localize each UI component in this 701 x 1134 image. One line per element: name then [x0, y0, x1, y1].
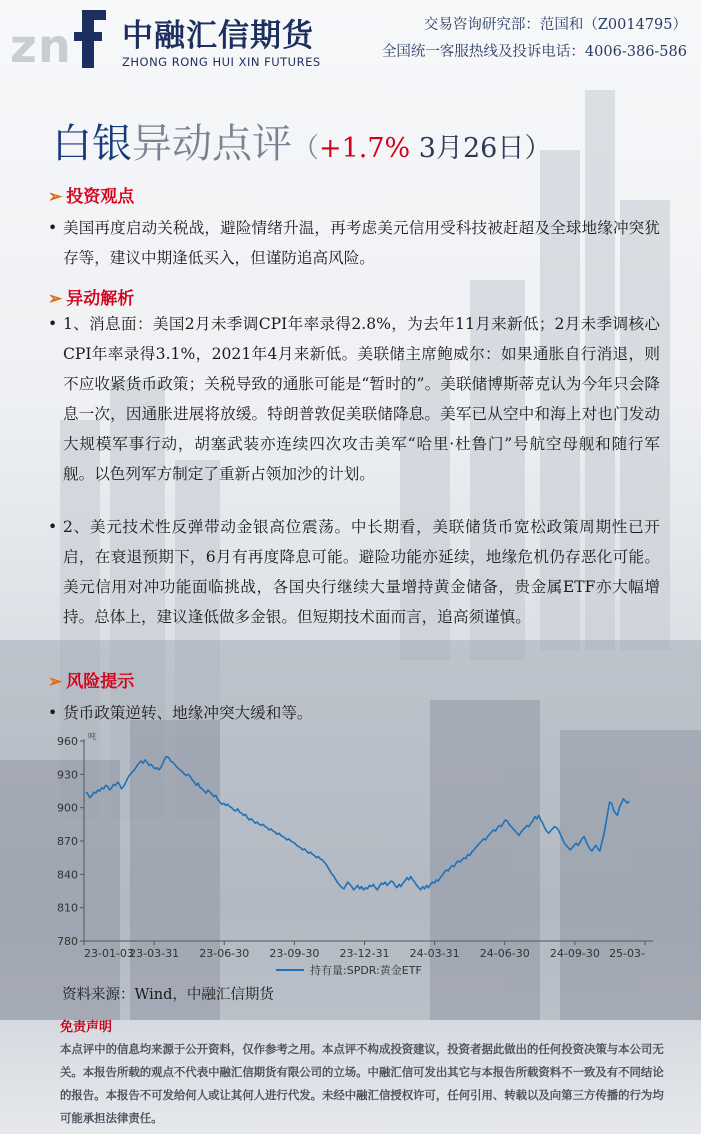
contact-analyst: 交易咨询研究部：范国和（Z0014795） [423, 17, 687, 33]
chart-y-tick-label: 960 [57, 735, 78, 748]
chart-y-tick-label: 870 [57, 835, 78, 848]
chart-y-tick-label: 840 [57, 868, 78, 882]
arrow-icon: ➢ [48, 187, 63, 207]
title-change: +1.7% [319, 133, 411, 164]
brand-name: 中融汇信期货 [122, 18, 314, 54]
chart-y-tick-label: 900 [57, 801, 78, 815]
chart-x-tick-label: 23-03-31 [129, 947, 180, 960]
paragraph-text: 美国再度启动关税战，避险情绪升温，再考虑美元信用受科技被赶超及全球地缘冲突犹存等，建议中期逢低买入，但谨防追高风险。 [63, 219, 660, 267]
chart-unit-label: 吨 [88, 732, 96, 741]
section-title: 异动解析 [66, 289, 135, 309]
bullet-icon: • [48, 219, 58, 237]
title-commodity: 白银 [52, 121, 132, 167]
bullet-icon: • [48, 518, 58, 536]
analysis-point-1 [48, 309, 660, 489]
title-label: 异动点评 [132, 121, 292, 167]
chart-x-tick-label: 23-06-30 [199, 947, 250, 960]
analysis-point-2 [48, 512, 660, 632]
section-title: 风险提示 [66, 672, 135, 692]
bullet-icon: • [48, 704, 58, 722]
title-paren: （ [292, 133, 319, 164]
section-title: 投资观点 [66, 187, 135, 207]
chart-y-tick-label: 810 [57, 901, 78, 915]
section-investment-view [48, 182, 134, 207]
section-risk [48, 667, 134, 692]
chart-legend-label: 持有量:SPDR:黄金ETF [310, 964, 422, 977]
disclaimer-text: 本点评中的信息均来源于公开资料，仅作参考之用。本点评不构成投资建议，投资者据此做出的任何投资决策与本公司无关。本报告所载的观点不代表中融汇信期货有限公司的立场。中融汇信可发出其它与本报告所载资料不一致及有不同结论的报告。本报告不可发给何人或让其何人进行代发。未经中融汇信授权许可，任何引用、转载以及向第三方传播的行为均可能承担法律责任。 [60, 1042, 664, 1125]
svg-text:n: n [38, 19, 71, 70]
data-source: 资料来源：Wind，中融汇信期货 [62, 987, 274, 1003]
chart-y-tick-label: 780 [57, 935, 78, 948]
risk-text [48, 698, 660, 728]
contact-hotline: 全国统一客服热线及投诉电话：4006-386-586 [381, 44, 687, 60]
page-title [52, 112, 551, 169]
title-date: 3月26日） [410, 133, 552, 164]
paragraph-text: 1、消息面：美国2月未季调CPI年率录得2.8%，为去年11月来新低；2月未季调核心CPI年率录得3.1%，2021年4月来新低。美联储主席鲍威尔：如果通胀自行消退，则不应收紧货币政策；关税导致的通胀可能是“暂时的”。美联储博斯蒂克认为今年只会降息一次，因通胀进展将放缓。特朗普敦促美联储降息。美军已从空中和海上对也门发动大规模军事行动，胡塞武装亦连续四次攻击美军“哈里·杜鲁门”号航空母舰和随行军舰。以色列军方制定了重新占领加沙的计划。 [63, 315, 660, 483]
chart-series-line [86, 757, 629, 890]
disclaimer-title: 免责声明 [60, 1020, 113, 1035]
paragraph-text: 2、美元技术性反弹带动金银高位震荡。中长期看，美联储货币宽松政策周期性已开启，在衰退预期下，6月有再度降息可能。避险功能亦延续，地缘危机仍存恶化可能。美元信用对冲功能面临挑战，各国央行继续大量增持黄金储备，贵金属ETF亦大幅增持。总体上，建议逢低做多金银。但短期技术面而言，追高须谨慎。 [63, 518, 660, 626]
chart-x-tick-label: 23-01-03 [84, 947, 134, 960]
chart-y-tick-label: 930 [57, 768, 78, 782]
brand-name-en: ZHONG RONG HUI XIN FUTURES [122, 55, 321, 69]
chart-x-tick-label: 23-12-31 [339, 947, 390, 960]
gold-etf-holdings-chart [28, 727, 668, 982]
paragraph-text: 货币政策逆转、地缘冲突大缓和等。 [63, 704, 313, 722]
section-analysis [48, 284, 134, 309]
chart-x-tick-label: 23-09-30 [269, 947, 320, 960]
chart-x-tick-label: 24-03-31 [409, 947, 460, 960]
arrow-icon: ➢ [48, 289, 63, 309]
chart-x-tick-label: 25-03- [609, 947, 645, 960]
company-logo-icon [8, 6, 108, 70]
chart-x-tick-label: 24-06-30 [479, 947, 530, 960]
chart-x-tick-label: 24-09-30 [549, 947, 600, 960]
bullet-icon: • [48, 315, 58, 333]
investment-view-text [48, 213, 660, 273]
arrow-icon: ➢ [48, 672, 63, 692]
contact-info [382, 12, 687, 66]
svg-text:z: z [10, 19, 37, 70]
